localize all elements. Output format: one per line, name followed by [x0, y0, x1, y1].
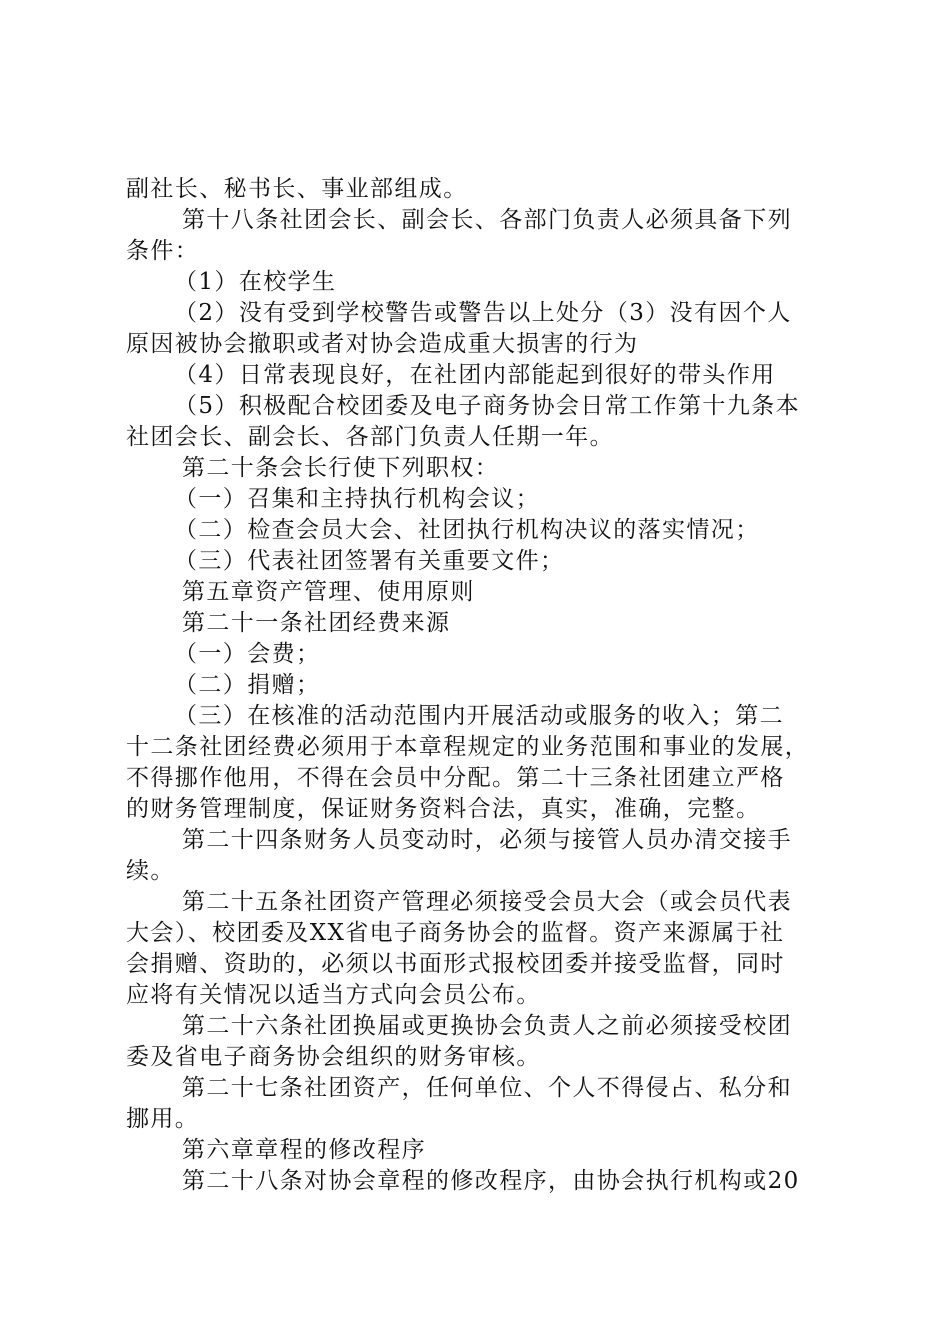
text-line: （三）在核准的活动范围内开展活动或服务的收入；第二	[174, 703, 784, 729]
text-line: 应将有关情况以适当方式向会员公布。	[126, 982, 541, 1008]
text-line: 第二十七条社团资产，任何单位、个人不得侵占、私分和	[182, 1075, 792, 1101]
text-line: 第二十八条对协会章程的修改程序，由协会执行机构或20	[182, 1168, 800, 1194]
text-line: 第二十条会长行使下列职权：	[182, 455, 500, 481]
text-line: （一）召集和主持执行机构会议；	[174, 486, 540, 512]
text-line: 第二十六条社团换届或更换协会负责人之前必须接受校团	[182, 1013, 792, 1039]
text-line: 副社长、秘书长、事业部组成。	[126, 176, 468, 202]
text-line: （三）代表社团签署有关重要文件；	[174, 548, 565, 574]
text-line: 第二十五条社团资产管理必须接受会员大会（或会员代表	[182, 889, 792, 915]
text-line: 第十八条社团会长、副会长、各部门负责人必须具备下列	[182, 207, 792, 233]
text-line: （5）积极配合校团委及电子商务协会日常工作第十九条本	[174, 393, 801, 419]
text-line: （2）没有受到学校警告或警告以上处分（3）没有因个人	[174, 300, 792, 326]
text-line: 会捐赠、资助的，必须以书面形式报校团委并接受监督，同时	[126, 951, 785, 977]
text-line: 不得挪作他用，不得在会员中分配。第二十三条社团建立严格	[126, 765, 785, 791]
text-line: 十二条社团经费必须用于本章程规定的业务范围和事业的发展，	[126, 734, 810, 760]
text-line: （二）检查会员大会、社团执行机构决议的落实情况；	[174, 517, 760, 543]
text-line: 条件：	[126, 238, 200, 264]
document-body	[126, 174, 842, 1197]
text-line: （1）在校学生	[174, 269, 337, 295]
text-line: 的财务管理制度，保证财务资料合法，真实，准确，完整。	[126, 796, 761, 822]
text-line: 大会）、校团委及XX省电子商务协会的监督。资产来源属于社	[126, 920, 785, 946]
text-line: 第二十四条财务人员变动时，必须与接管人员办清交接手	[182, 827, 792, 853]
text-line: （一）会费；	[174, 641, 321, 667]
text-line: 原因被协会撤职或者对协会造成重大损害的行为	[126, 331, 639, 357]
text-line: 挪用。	[126, 1106, 200, 1132]
text-line: 第二十一条社团经费来源	[182, 610, 451, 636]
text-line: 委及省电子商务协会组织的财务审核。	[126, 1044, 541, 1070]
text-line: 续。	[126, 858, 175, 884]
text-line: 社团会长、副会长、各部门负责人任期一年。	[126, 424, 614, 450]
text-line: （4）日常表现良好，在社团内部能起到很好的带头作用	[174, 362, 776, 388]
text-line: 第六章章程的修改程序	[182, 1137, 426, 1163]
text-line: 第五章资产管理、使用原则	[182, 579, 475, 605]
text-line: （二）捐赠；	[174, 672, 321, 698]
